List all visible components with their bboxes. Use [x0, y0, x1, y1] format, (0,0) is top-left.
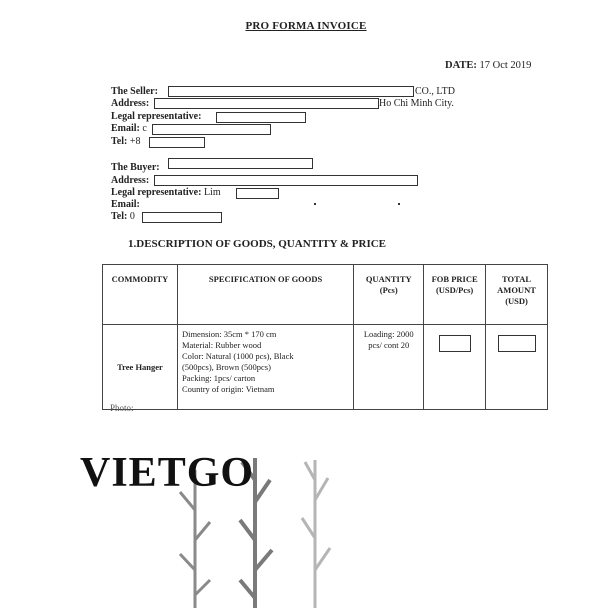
seller-email-label: Email:: [111, 123, 140, 134]
seller-tel-partial: +8: [129, 136, 141, 147]
buyer-legal-label: Legal representative:: [111, 187, 202, 198]
seller-legal-line: [111, 111, 201, 122]
buyer-address-redaction: [154, 175, 418, 186]
buyer-address-label: Address:: [111, 175, 150, 186]
seller-tel-label: Tel:: [111, 136, 128, 147]
buyer-tel-partial: 0: [129, 211, 135, 222]
vietgo-watermark: VIETGO: [80, 450, 255, 496]
date-value: 17 Oct 2019: [479, 60, 532, 71]
table-row: [103, 325, 548, 410]
seller-name-redaction: [168, 86, 414, 97]
header-fob-price: FOB PRICE (USD/Pcs): [424, 265, 486, 325]
seller-legal-redaction: [216, 112, 306, 123]
spec-line: Dimension: 35cm * 170 cm: [181, 329, 277, 339]
invoice-date: [445, 60, 531, 71]
buyer-email-mark-2: [398, 203, 400, 205]
buyer-address-line: [111, 175, 149, 186]
total-amount-cell: [486, 325, 548, 410]
quantity-line: pcs/ cont 20: [368, 340, 410, 350]
seller-address-line: [111, 98, 149, 109]
date-label: DATE:: [445, 60, 477, 71]
buyer-legal-partial: Lim: [203, 187, 221, 198]
section-heading: 1.DESCRIPTION OF GOODS, QUANTITY & PRICE: [128, 238, 387, 250]
seller-line: [111, 86, 158, 97]
seller-email-line: [111, 123, 147, 134]
photo-label: Photo:: [110, 403, 134, 413]
header-total-amount: TOTAL AMOUNT (USD): [486, 265, 548, 325]
seller-address-label: Address:: [111, 98, 150, 109]
buyer-tel-label: Tel:: [111, 211, 128, 222]
commodity-cell: [103, 325, 178, 410]
buyer-name-redaction: [168, 158, 313, 169]
total-amount-redaction: [498, 335, 536, 352]
buyer-email-label: Email:: [111, 199, 140, 210]
fob-price-redaction: [439, 335, 471, 352]
seller-label: The Seller:: [111, 86, 158, 97]
header-specification: SPECIFICATION OF GOODS: [177, 265, 353, 325]
header-commodity: COMMODITY: [103, 265, 178, 325]
buyer-email-mark-1: [314, 203, 316, 205]
quantity-cell: [354, 325, 424, 410]
buyer-legal-redaction: [236, 188, 279, 199]
header-quantity: QUANTITY (Pcs): [354, 265, 424, 325]
specification-cell: [177, 325, 353, 410]
quantity-line: Loading: 2000: [363, 329, 414, 339]
buyer-label: The Buyer:: [111, 162, 160, 173]
seller-tel-line: [111, 136, 140, 147]
seller-address-redaction: [154, 98, 379, 109]
seller-suffix: CO., LTD: [415, 86, 455, 97]
buyer-email-line: [111, 199, 140, 210]
spec-line: (500pcs), Brown (500pcs): [181, 362, 271, 372]
buyer-tel-line: [111, 211, 135, 222]
seller-tel-redaction: [149, 137, 205, 148]
commodity-name: Tree Hanger: [117, 361, 163, 372]
seller-email-partial: c: [142, 123, 147, 134]
invoice-title: PRO FORMA INVOICE: [245, 20, 367, 32]
spec-line: Material: Rubber wood: [181, 340, 262, 350]
goods-table: [102, 264, 548, 410]
spec-line: Country of origin: Vietnam: [181, 384, 275, 394]
seller-address-suffix: Ho Chi Minh City.: [379, 98, 454, 109]
spec-line: Color: Natural (1000 pcs), Black: [181, 351, 294, 361]
table-header-row: [103, 265, 548, 325]
seller-email-redaction: [152, 124, 271, 135]
fob-price-cell: [424, 325, 486, 410]
buyer-legal-line: [111, 187, 221, 198]
buyer-tel-redaction: [142, 212, 222, 223]
seller-legal-label: Legal representative:: [111, 111, 202, 122]
spec-line: Packing: 1pcs/ carton: [181, 373, 256, 383]
tree-hanger-image-right: [302, 460, 330, 608]
buyer-line: [111, 162, 160, 173]
